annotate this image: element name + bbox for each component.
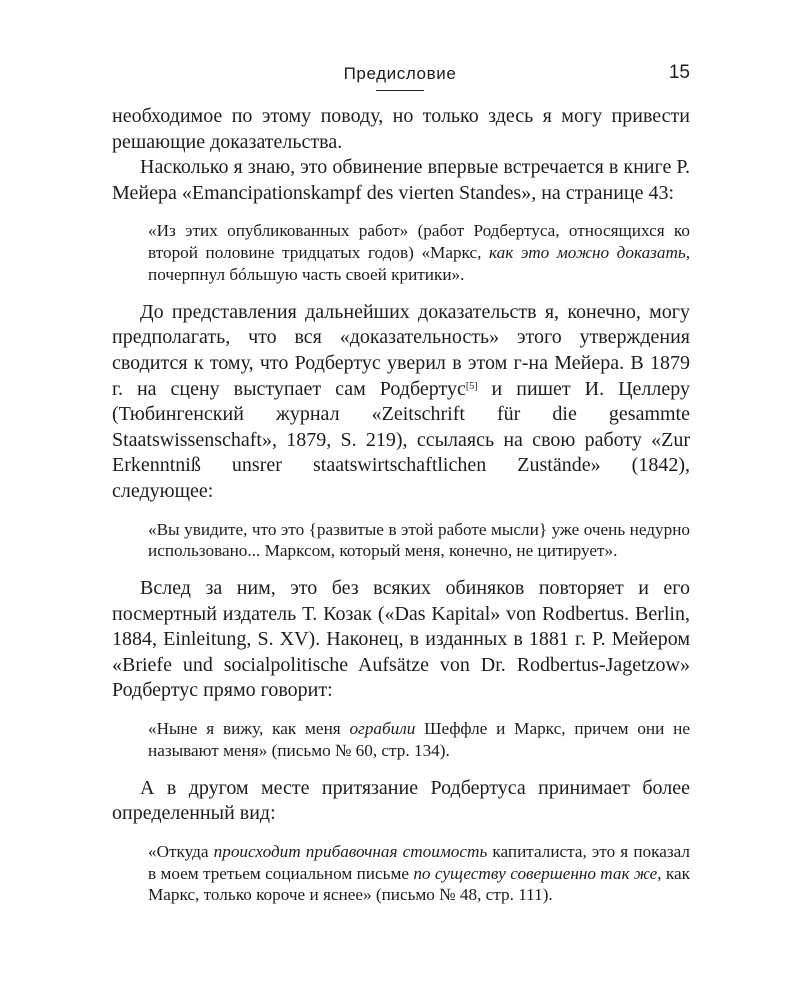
block-quote-meyer (148, 220, 690, 285)
quote-text-span: «Ныне я вижу, как меня (148, 719, 350, 739)
block-quote-surplus-value (148, 841, 690, 906)
quote-text-span: «Откуда (148, 841, 214, 861)
quote-text-span: капиталиста, это я показал в моем третьем социальном письме (148, 841, 690, 883)
quote-text-span: Шеффле и Маркс, причем они не называют меня» (письмо № 60, стр. 134). (148, 719, 690, 760)
quote-text-span: , почерпнул бóльшую часть своей критики». (148, 243, 690, 284)
running-head (110, 60, 690, 100)
quote-emphasis: происходит прибавочная стоимость (213, 841, 488, 861)
block-quote-text: «Вы увидите, что это {развитые в этой работе мысли} уже очень недурно использовано... Марксом, который меня, конечно, не цитирует». (148, 519, 690, 561)
paragraph-kozak: Вслед за ним, это без всяких обиняков повторяет и его посмертный издатель Т. Козак («Das Kapital» von Rodbertus. Berlin, 1884, Einleitung, S. XV). Наконец, в изданных в 1881 г. Р. Мейером «Briefe und socialpolitische Aufsätze von Dr. Rodbertus-Jagetzow» Родбертус прямо говорит: (112, 577, 690, 702)
block-quote-text (148, 220, 690, 285)
quote-emphasis: ограбили (349, 719, 416, 739)
quote-text-span: «Из этих опубликованных работ» (работ Родбертуса, относящихся ко второй половине тридцатых годов) «Маркс, (148, 221, 690, 263)
block-quote-zeller-letter (148, 519, 690, 563)
quote-emphasis: как это можно доказать (489, 243, 686, 263)
paragraph-accusation-source: Насколько я знаю, это обвинение впервые встречается в книге Р. Мейера «Emancipationskampf des vierten Standes», на странице 43: (112, 156, 690, 204)
paragraph-text-span: и пишет И. Целлеру (Тюбингенский журнал «Zeitschrift für die gesammte Staatswissenschaft», 1879, S. 219), ссылаясь на свою работу «Zur Erkenntniß unsrer staatswirtschaftlichen Zustände» (1842), следующее: (112, 377, 690, 502)
page-body (112, 104, 690, 906)
paragraph-continuation: необходимое по этому поводу, но только здесь я могу привести решающие доказательства. (112, 105, 690, 153)
quote-emphasis: по существу совершенно так же (413, 863, 658, 883)
block-quote-text (148, 718, 690, 762)
paragraph-definite-claim: А в другом месте притязание Родбертуса принимает более определенный вид: (112, 776, 690, 825)
quote-text-span: , как Маркс, только короче и яснее» (письмо № 48, стр. 111). (148, 863, 690, 905)
footnote-reference: [5] (465, 380, 478, 392)
running-title-rule (376, 90, 424, 91)
block-quote-text (148, 841, 690, 906)
page-number: 15 (668, 62, 690, 83)
paragraph-rodbertus-claim (112, 300, 690, 505)
running-title: Предисловие (343, 64, 457, 83)
block-quote-robbed (148, 718, 690, 762)
paragraph-text-span: До представления дальнейших доказательств я, конечно, могу предполагать, что вся «доказательность» этого утверждения сводится к тому, что Родбертус уверил в этом г-на Мейера. В 1879 г. на сцену выступает сам Родбертус (112, 300, 690, 400)
